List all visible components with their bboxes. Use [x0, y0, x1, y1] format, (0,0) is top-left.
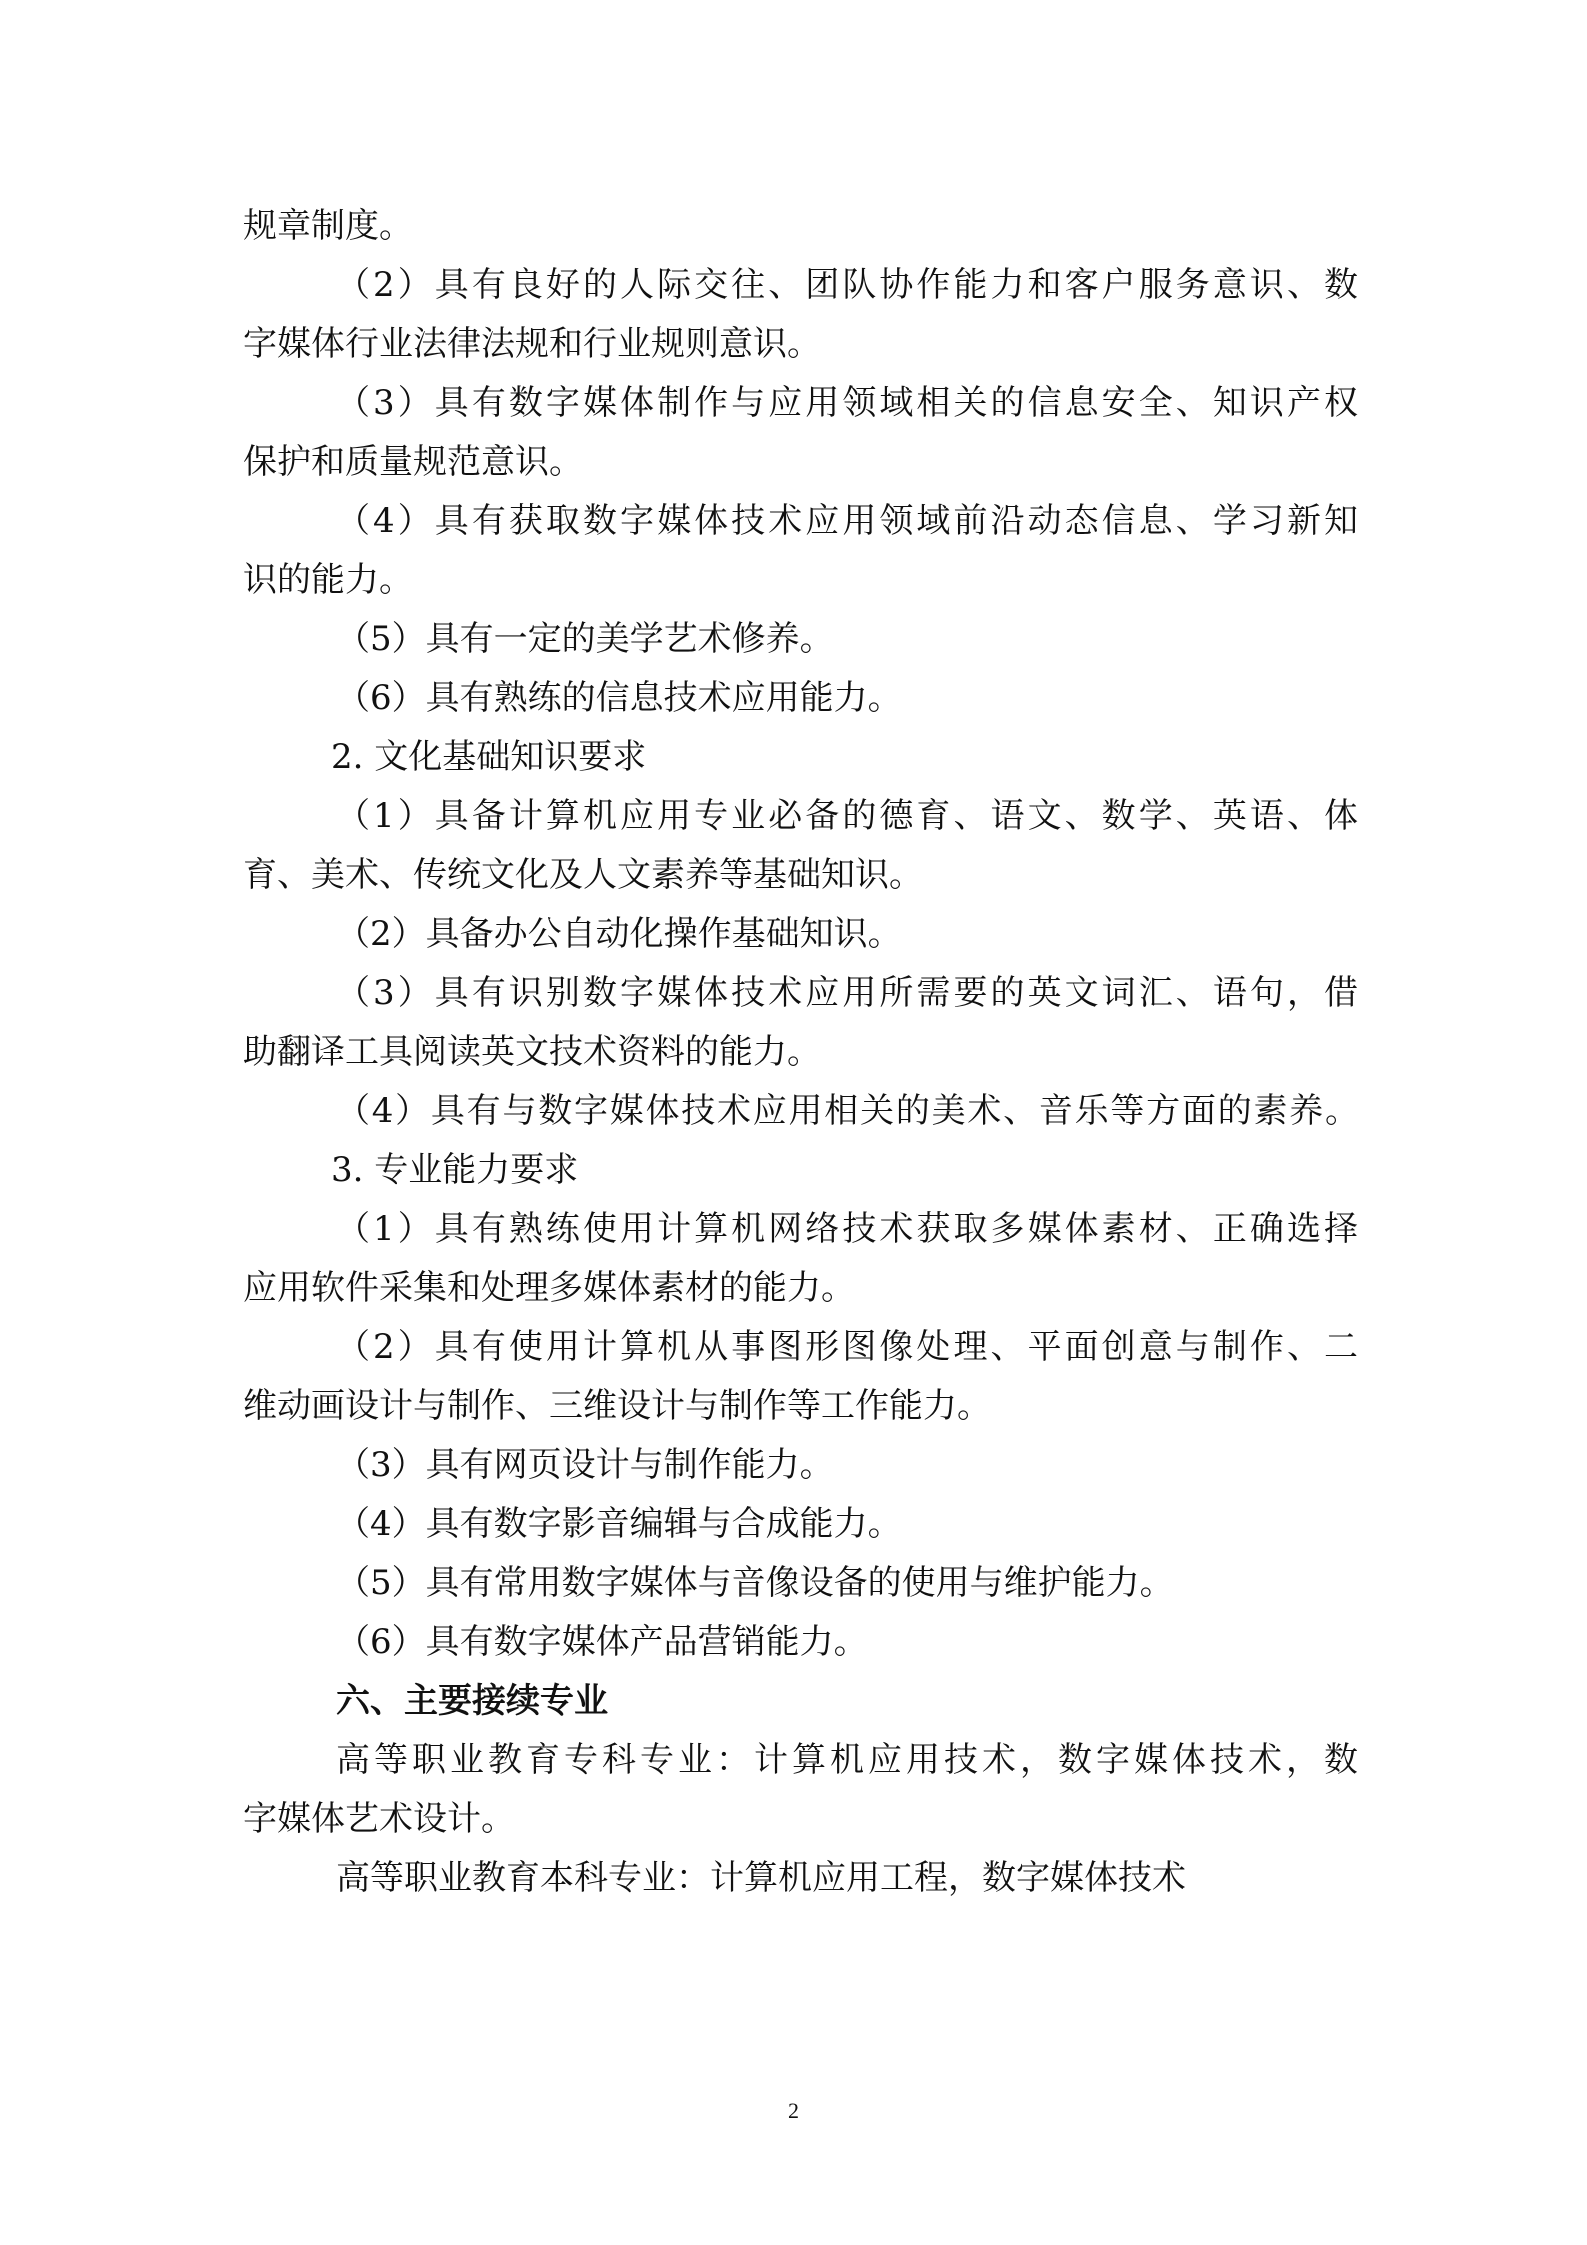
text-line: （5）具有一定的美学艺术修养。 [336, 619, 834, 659]
text-line: （1）具有熟练使用计算机网络技术获取多媒体素材、正确选择 [336, 1209, 1358, 1249]
text-line: （4）具有获取数字媒体技术应用领域前沿动态信息、学习新知 [336, 501, 1358, 541]
text-line: （5）具有常用数字媒体与音像设备的使用与维护能力。 [336, 1563, 1174, 1603]
text-line: （1）具备计算机应用专业必备的德育、语文、数学、英语、体 [336, 796, 1358, 836]
text-line: （2）具有良好的人际交往、团队协作能力和客户服务意识、数 [336, 265, 1358, 305]
text-line: （6）具有熟练的信息技术应用能力。 [336, 678, 902, 718]
text-line: （4）具有与数字媒体技术应用相关的美术、音乐等方面的素养。 [336, 1091, 1358, 1131]
section-subheading: 2. 文化基础知识要求 [331, 737, 647, 777]
text-line: （4）具有数字影音编辑与合成能力。 [336, 1504, 902, 1544]
text-line: 育、美术、传统文化及人文素养等基础知识。 [243, 855, 923, 895]
text-line: 识的能力。 [243, 560, 413, 600]
text-line: 助翻译工具阅读英文技术资料的能力。 [243, 1032, 821, 1072]
text-line: 字媒体艺术设计。 [243, 1799, 515, 1839]
text-line: （3）具有数字媒体制作与应用领域相关的信息安全、知识产权 [336, 383, 1358, 423]
text-line: 规章制度。 [243, 206, 413, 246]
text-line: （3）具有网页设计与制作能力。 [336, 1445, 834, 1485]
text-line: 应用软件采集和处理多媒体素材的能力。 [243, 1268, 855, 1308]
page-number: 2 [788, 2098, 799, 2123]
section-subheading: 3. 专业能力要求 [331, 1150, 579, 1190]
text-line: 维动画设计与制作、三维设计与制作等工作能力。 [243, 1386, 991, 1426]
text-line: 高等职业教育专科专业：计算机应用技术，数字媒体技术，数 [336, 1740, 1358, 1780]
text-line: （6）具有数字媒体产品营销能力。 [336, 1622, 868, 1662]
text-line: 字媒体行业法律法规和行业规则意识。 [243, 324, 821, 364]
text-line: （3）具有识别数字媒体技术应用所需要的英文词汇、语句，借 [336, 973, 1358, 1013]
section-heading: 六、主要接续专业 [336, 1681, 608, 1721]
text-line: 保护和质量规范意识。 [243, 442, 583, 482]
text-line: （2）具备办公自动化操作基础知识。 [336, 914, 902, 954]
text-line: （2）具有使用计算机从事图形图像处理、平面创意与制作、二 [336, 1327, 1358, 1367]
text-line: 高等职业教育本科专业：计算机应用工程，数字媒体技术 [336, 1858, 1186, 1898]
